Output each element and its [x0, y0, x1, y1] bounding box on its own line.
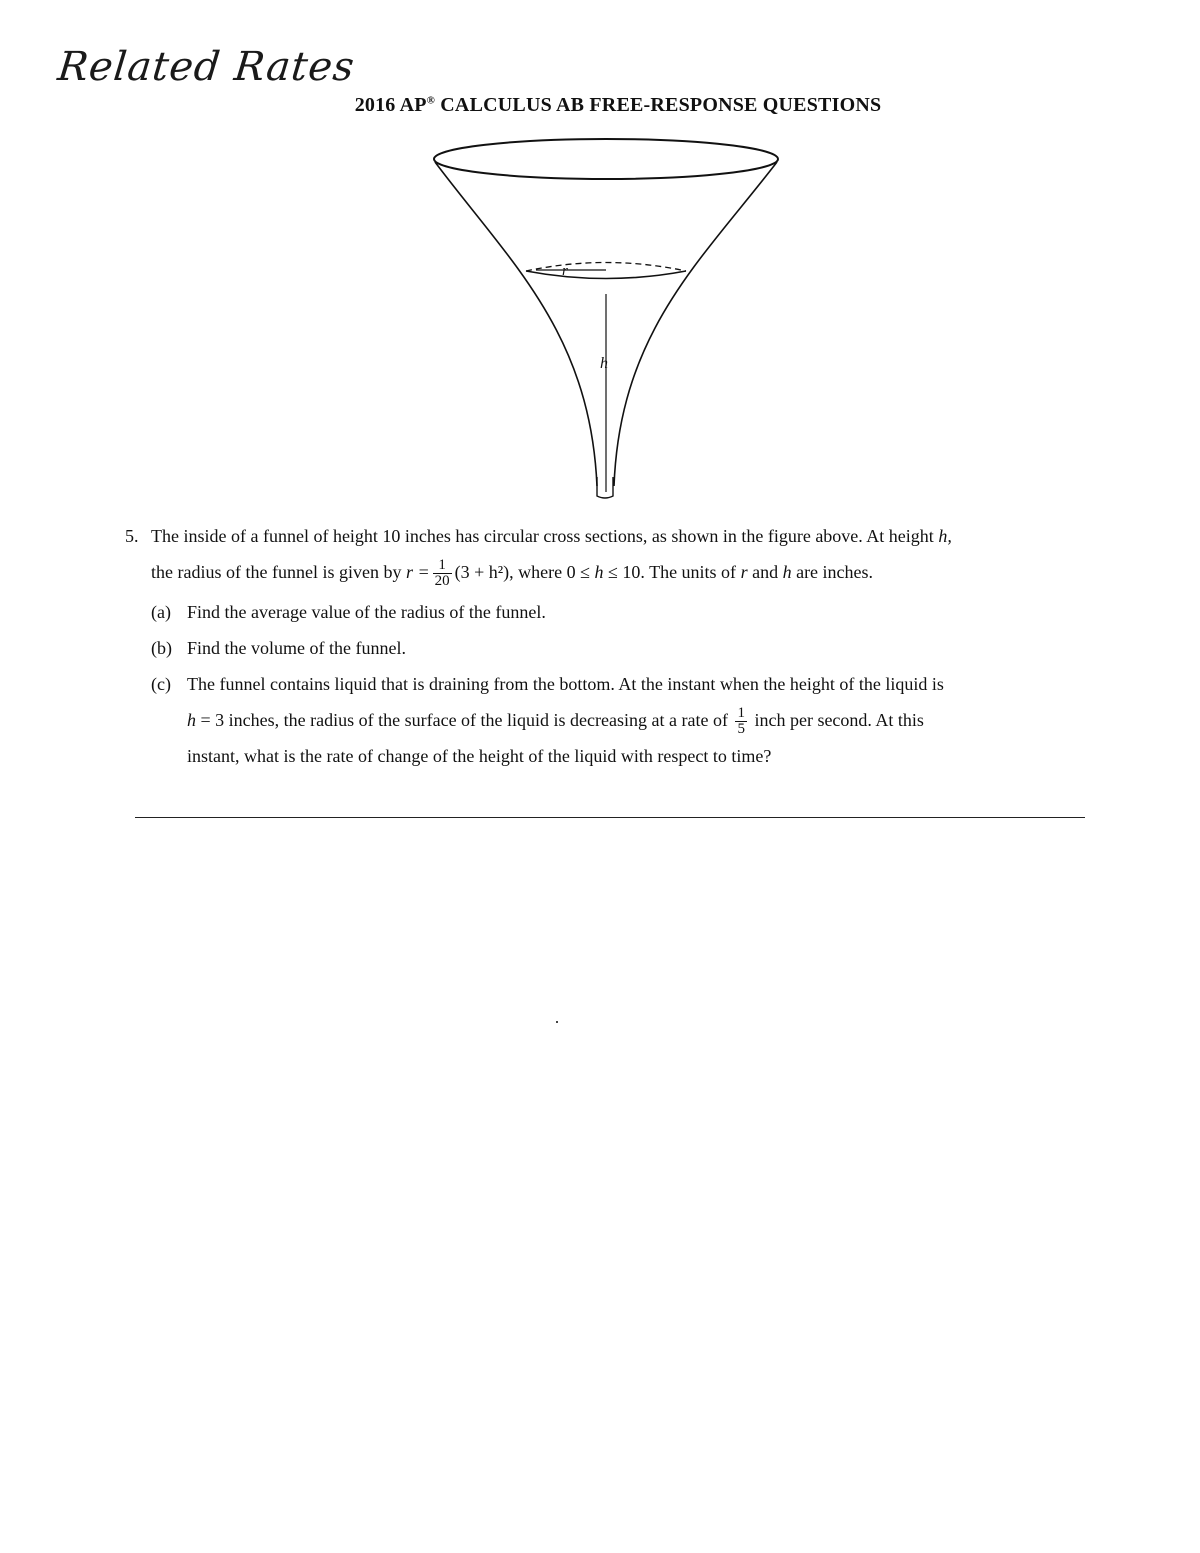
problem-parts [125, 594, 1090, 774]
part-c-frac-den: 5 [737, 721, 745, 738]
part-a-text: Find the average value of the radius of the funnel. [187, 602, 546, 622]
funnel-top-rim [434, 139, 778, 179]
problem-line-1 [125, 518, 1090, 554]
line2-start: the radius of the funnel is given by [151, 562, 402, 582]
formula-denominator: 20 [434, 573, 450, 590]
formula-paren: (3 + h²), [454, 562, 514, 582]
line2-r: r [740, 562, 748, 582]
part-c-label: (c) [151, 674, 171, 694]
registered-mark: ® [426, 94, 436, 107]
formula-lhs: r = [405, 562, 430, 582]
part-c-line-2 [125, 702, 1090, 738]
line2-range-end: ≤ 10. The units of [608, 562, 737, 582]
line2-h2: h [782, 562, 792, 582]
part-c-frac-num: 1 [737, 705, 745, 722]
part-c-line3: instant, what is the rate of change of the height of the liquid with respect to time? [187, 746, 772, 766]
part-c [125, 666, 1090, 702]
funnel-right-wall [614, 162, 777, 486]
formula-fraction [433, 558, 452, 589]
line2-end: are inches. [796, 562, 874, 582]
problem-number: 5. [125, 526, 139, 546]
part-c-h-var: h [187, 710, 196, 730]
part-a [125, 594, 1090, 630]
part-a-label: (a) [151, 602, 171, 622]
section-divider [135, 817, 1085, 818]
problem-line1-text: The inside of a funnel of height 10 inches has circular cross sections, as shown in the figure above. At height [151, 526, 934, 546]
part-b-text: Find the volume of the funnel. [187, 638, 406, 658]
part-c-line-3 [125, 738, 1090, 774]
part-b [125, 630, 1090, 666]
line2-and: and [752, 562, 779, 582]
problem-line-2 [125, 554, 1090, 590]
handwritten-title: Related Rates [55, 44, 358, 90]
funnel-left-wall [435, 162, 597, 486]
line2-where: where 0 ≤ [518, 562, 591, 582]
funnel-figure [420, 132, 800, 504]
problem-line1-var: h, [938, 526, 952, 546]
exam-title-prefix: 2016 AP [354, 94, 427, 116]
part-c-fraction [735, 706, 747, 737]
formula-numerator: 1 [433, 558, 452, 574]
radius-label: r [562, 263, 568, 279]
scan-speck [556, 1021, 558, 1023]
part-b-label: (b) [151, 638, 172, 658]
part-c-text: The funnel contains liquid that is draining from the bottom. At the instant when the height of the liquid is [187, 674, 944, 694]
part-c-line2-b: inch per second. At this [754, 710, 924, 730]
height-label: h [600, 355, 608, 372]
funnel-spout [597, 477, 613, 498]
part-c-line2-a: = 3 inches, the radius of the surface of the liquid is decreasing at a rate of [200, 710, 728, 730]
exam-header [0, 94, 1200, 117]
exam-title-suffix: CALCULUS AB FREE-RESPONSE QUESTIONS [435, 94, 882, 116]
liquid-surface-front [526, 271, 686, 279]
line2-h: h [594, 562, 604, 582]
problem-5 [125, 518, 1090, 774]
